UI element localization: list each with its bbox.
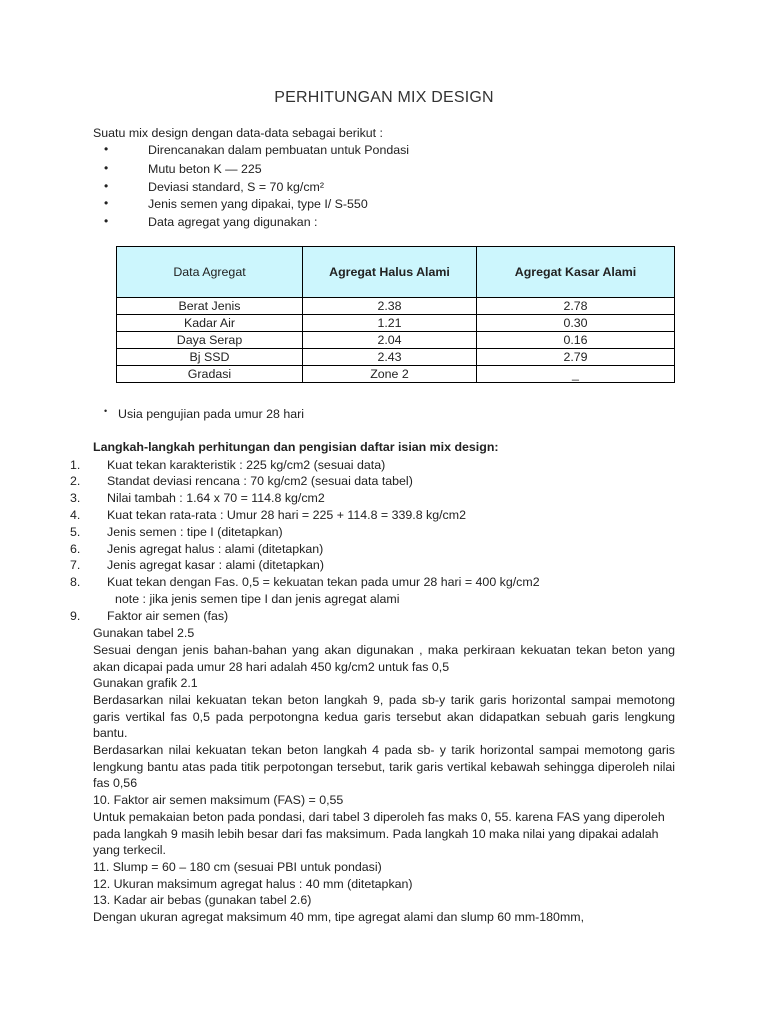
step-number: 3. xyxy=(70,491,81,505)
section-heading: Langkah-langkah perhitungan dan pengisian daftar isian mix design: xyxy=(93,440,499,454)
table-cell: 0.16 xyxy=(477,332,675,349)
step-text: Kuat tekan rata-rata : Umur 28 hari = 225 + 114.8 = 339.8 kg/cm2 xyxy=(107,508,466,522)
body-line: 12. Ukuran maksimum agregat halus : 40 mm (ditetapkan) xyxy=(93,877,413,891)
list-item-text: Direncanakan dalam pembuatan untuk Pondasi xyxy=(148,143,410,157)
table-cell: 2.78 xyxy=(477,298,675,315)
body-paragraph: Berdasarkan nilai kekuatan tekan beton langkah 4 pada sb- y tarik horizontal sampai memotong garis lengkung bantu atas pada titik perpotongan tersebut, tarik garis vertikal kebawah sehingga diperoleh nilai fas 0,56 xyxy=(93,743,675,791)
table-header-cell: Agregat Halus Alami xyxy=(303,247,477,298)
table-cell: Kadar Air xyxy=(117,315,303,332)
table-cell: Daya Serap xyxy=(117,332,303,349)
step-text: Jenis agregat kasar : alami (ditetapkan) xyxy=(107,558,324,572)
step-text: Nilai tambah : 1.64 x 70 = 114.8 kg/cm2 xyxy=(107,491,325,505)
body-line: 10. Faktor air semen maksimum (FAS) = 0,55 xyxy=(93,793,344,807)
table-cell: 1.21 xyxy=(303,315,477,332)
list-item-text: Jenis semen yang dipakai, type I/ S-550 xyxy=(148,197,368,211)
table-cell: _ xyxy=(477,366,675,383)
bullet-icon: • xyxy=(104,142,109,156)
step-text: Jenis semen : tipe I (ditetapkan) xyxy=(107,525,283,539)
step-number: 4. xyxy=(70,508,81,522)
table-header-cell: Agregat Kasar Alami xyxy=(477,247,675,298)
step-text: Kuat tekan dengan Fas. 0,5 = kekuatan tekan pada umur 28 hari = 400 kg/cm2 xyxy=(107,575,540,589)
note-text: note : jika jenis semen tipe I dan jenis agregat alami xyxy=(115,592,400,606)
table-cell: Bj SSD xyxy=(117,349,303,366)
table-header-cell: Data Agregat xyxy=(117,247,303,298)
bullet-icon: • xyxy=(104,196,109,210)
table-cell: Zone 2 xyxy=(303,366,477,383)
step-number: 9. xyxy=(70,609,81,623)
table-cell: Gradasi xyxy=(117,366,303,383)
list-item-text: Deviasi standard, S = 70 kg/cm² xyxy=(148,180,324,194)
table-cell: 2.79 xyxy=(477,349,675,366)
step-number: 2. xyxy=(70,474,81,488)
bullet-icon: • xyxy=(104,406,108,416)
body-paragraph: Sesuai dengan jenis bahan-bahan yang akan digunakan , maka perkiraan kekuatan tekan beton yang akan dicapai pada umur 28 hari adalah 450 kg/cm2 untuk fas 0,5 xyxy=(93,643,675,674)
body-line: Dengan ukuran agregat maksimum 40 mm, tipe agregat alami dan slump 60 mm-180mm, xyxy=(93,910,585,924)
step-number: 5. xyxy=(70,525,81,539)
bullet-icon: • xyxy=(104,214,109,228)
step-text: Jenis agregat halus : alami (ditetapkan) xyxy=(107,542,324,556)
list-item-text: Data agregat yang digunakan : xyxy=(148,215,318,229)
step-number: 1. xyxy=(70,458,81,472)
table-row xyxy=(117,332,675,349)
table-row xyxy=(117,315,675,332)
table-cell: 2.38 xyxy=(303,298,477,315)
body-line: Gunakan grafik 2.1 xyxy=(93,676,198,690)
table-row xyxy=(117,349,675,366)
table-cell: 2.43 xyxy=(303,349,477,366)
aggregate-table xyxy=(116,246,675,383)
step-text: Kuat tekan karakteristik : 225 kg/cm2 (sesuai data) xyxy=(107,458,386,472)
table-row xyxy=(117,298,675,315)
table-header-row xyxy=(117,247,675,298)
intro-text: Suatu mix design dengan data-data sebagai berikut : xyxy=(93,126,384,140)
bullet-icon: • xyxy=(104,161,109,175)
bullet-icon: • xyxy=(104,179,109,193)
table-cell: 0.30 xyxy=(477,315,675,332)
table-cell: 2.04 xyxy=(303,332,477,349)
body-line: 13. Kadar air bebas (gunakan tabel 2.6) xyxy=(93,893,312,907)
table-row xyxy=(117,366,675,383)
step-number: 7. xyxy=(70,558,81,572)
step-number: 6. xyxy=(70,542,81,556)
list-item-text: Usia pengujian pada umur 28 hari xyxy=(118,407,304,421)
table-cell: Berat Jenis xyxy=(117,298,303,315)
list-item-text: Mutu beton K — 225 xyxy=(148,162,262,176)
step-text: Standat deviasi rencana : 70 kg/cm2 (sesuai data tabel) xyxy=(107,474,413,488)
step-text: Faktor air semen (fas) xyxy=(107,609,229,623)
body-paragraph: Berdasarkan nilai kekuatan tekan beton langkah 9, pada sb-y tarik garis horizontal sampai memotong garis vertikal fas 0,5 pada perpotongna kedua garis tersebut akan didapatkan sebuah garis lengkung bantu. xyxy=(93,693,675,741)
body-line: 11. Slump = 60 – 180 cm (sesuai PBI untuk pondasi) xyxy=(93,860,382,874)
body-line: Gunakan tabel 2.5 xyxy=(93,626,195,640)
body-paragraph: Untuk pemakaian beton pada pondasi, dari tabel 3 diperoleh fas maks 0, 55. karena FAS yang diperoleh pada langkah 9 masih lebih besar dari fas maksimum. Pada langkah 10 maka nilai yang dipakai adalah yang terkecil. xyxy=(93,810,665,858)
page-title: PERHITUNGAN MIX DESIGN xyxy=(274,89,494,106)
step-number: 8. xyxy=(70,575,81,589)
